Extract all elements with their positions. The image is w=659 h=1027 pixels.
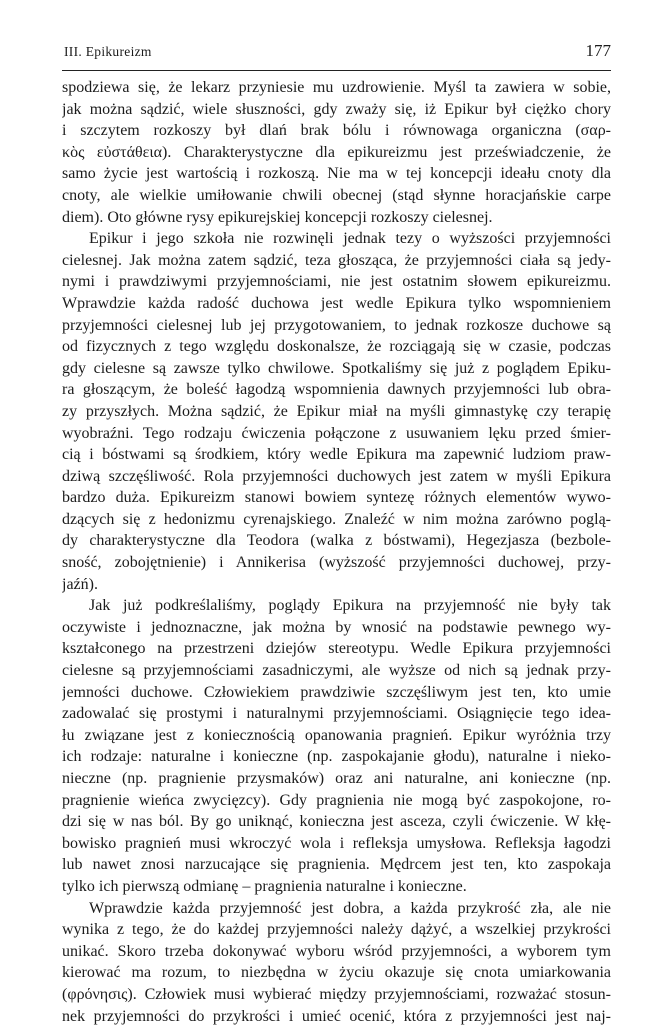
- text-line: nek przyjemności do przykrości i umieć ocenić, która z przyjemności jest naj-: [62, 1007, 611, 1025]
- text-line: dy charakterystyczne dla Teodora (walka z bóstwami), Hegezjasza (bezbole-: [62, 532, 611, 550]
- text-line: jemności duchowe. Człowiekiem prawdziwie szczęśliwym jest ten, kto umie: [62, 683, 611, 701]
- text-line: nymi i prawdziwymi przyjemnościami, nie jest ostatnim słowem epikureizmu.: [62, 273, 611, 291]
- text-line: ich rodzaje: naturalne i konieczne (np. zaspokajanie głodu), naturalne i nieko-: [62, 748, 611, 766]
- text-line: zy przyszłych. Można sądzić, że Epikur miał na myśli gimnastykę czy terapię: [62, 402, 611, 420]
- text-line: cielesne są przyjemnościami zasadniczymi, ale wyższe od nich są jednak przy-: [62, 662, 611, 680]
- text-line: samo życie jest wartością i rozkoszą. Nie ma w tej koncepcji ideału cnoty dla: [62, 165, 611, 183]
- text-line: tylko ich pierwszą odmianę – pragnienia naturalne i konieczne.: [62, 877, 467, 895]
- text-line: kierować ma rozum, to niezbędna w życiu okazuje się cnota umiarkowania: [62, 964, 611, 982]
- text-line: (φρόνησις). Człowiek musi wybierać między przyjemnościami, rozważać stosun-: [62, 985, 611, 1003]
- text-line: spodziewa się, że lekarz przyniesie mu uzdrowienie. Myśl ta zawiera w sobie,: [62, 79, 611, 96]
- text-line: dziwą szczęśliwość. Rola przyjemności duchowych jest zatem w myśli Epikura: [62, 467, 611, 485]
- text-line: jaźń).: [62, 575, 98, 593]
- text-line: ra głoszącym, że boleść łagodzą wspomnienia dawnych przyjemności lub obra-: [62, 381, 611, 399]
- text-line: zadowalać się prostymi i naturalnymi przyjemnościami. Osiągnięcie tego idea-: [62, 705, 611, 723]
- text-line: cielesnej. Jak można zatem sądzić, teza głosząca, że przyjemności ciała są jedy-: [62, 251, 611, 269]
- text-line: bowisko pragnień musi wkroczyć wola i refleksja umysłowa. Refleksja łagodzi: [62, 834, 611, 852]
- text-line: pragnienie wieńca zwycięzcy). Gdy pragnienia nie mogą być zaspokojone, ro-: [62, 791, 611, 809]
- text-line: oczywiste i jednoznaczne, jak można by wnosić na podstawie pewnego wy-: [62, 618, 611, 636]
- text-line: wynika z tego, że do każdej przyjemności należy dążyć, a wszelkiej przykrości: [62, 921, 611, 939]
- paragraph-first-line: Epikur i jego szkoła nie rozwinęli jednak tezy o wyższości przyjemności: [89, 230, 611, 248]
- running-title: III. Epikureizm: [64, 44, 152, 59]
- text-line: nieczne (np. pragnienie przysmaków) oraz ani naturalne, ani konieczne (np.: [62, 770, 611, 787]
- text-line: i szczytem rozkoszy był dlań brak bólu i równowaga organiczna (σαρ-: [62, 122, 611, 140]
- text-line: dzących się z hedonizmu cyrenajskiego. Znaleźć w nim można zarówno poglą-: [62, 510, 611, 528]
- page-number: 177: [585, 41, 611, 60]
- paragraph-first-line: Jak już podkreślaliśmy, poglądy Epikura na przyjemność nie były tak: [89, 597, 611, 615]
- text-line: przyjemności cielesnej lub jej przygotowaniem, to jednak rozkosze duchowe są: [62, 316, 611, 334]
- paragraph-first-line: Wprawdzie każda przyjemność jest dobra, a każda przykrość zła, ale nie: [89, 899, 611, 917]
- text-line: bardzo duża. Epikureizm stanowi bowiem syntezę różnych elementów wywo-: [62, 489, 611, 507]
- text-line: cią i bóstwami są środkiem, który wedle Epikura ma zapewnić ludziom praw-: [62, 446, 611, 464]
- text-line: unikać. Skoro trzeba dokonywać wyboru wśród przyjemności, a wyborem tym: [62, 942, 611, 960]
- text-line: wyobraźni. Tego rodzaju ćwiczenia połączone z usuwaniem lęku przed śmier-: [62, 424, 611, 442]
- text-line: jak można sądzić, wiele słuszności, gdy zważy się, iż Epikur był ciężko chory: [62, 100, 611, 118]
- text-line: kształconego na przestrzeni dziejów stereotypu. Wedle Epikura przyjemności: [62, 640, 611, 658]
- text-line: gdy cielesne są zawsze tylko chwilowe. Spotkaliśmy się już z poglądem Epiku-: [62, 359, 611, 377]
- text-line: sność, zobojętnienie) i Annikerisa (wyższość przyjemności duchowej, przy-: [62, 554, 611, 572]
- text-line: κὸς εὐστάθεια). Charakterystyczne dla epikureizmu jest przeświadczenie, że: [62, 143, 611, 161]
- text-line: cnoty, ale wielkie umiłowanie chwili obecnej (stąd słynne horacjańskie carpe: [62, 186, 611, 204]
- page-header: [62, 41, 611, 67]
- text-line: od fizycznych z tego względu doskonalsze, że rozciągają się w czasie, podczas: [62, 338, 611, 356]
- text-line: dzi się w nas ból. By go uniknąć, konieczna jest asceza, czyli ćwiczenie. W kłę-: [62, 813, 611, 831]
- text-line: Wprawdzie każda radość duchowa jest wedle Epikura tylko wspomnieniem: [62, 294, 611, 312]
- text-line: lub nawet znosi narzucające się pragnienia. Mędrcem jest ten, kto zaspokaja: [62, 856, 611, 874]
- text-line: diem). Oto główne rysy epikurejskiej koncepcji rozkoszy cielesnej.: [62, 208, 493, 226]
- body-text: [62, 77, 611, 1027]
- header-rule: [62, 70, 611, 71]
- text-line: łu związane jest z koniecznością opanowania pragnień. Epikur wyróżnia trzy: [62, 726, 611, 744]
